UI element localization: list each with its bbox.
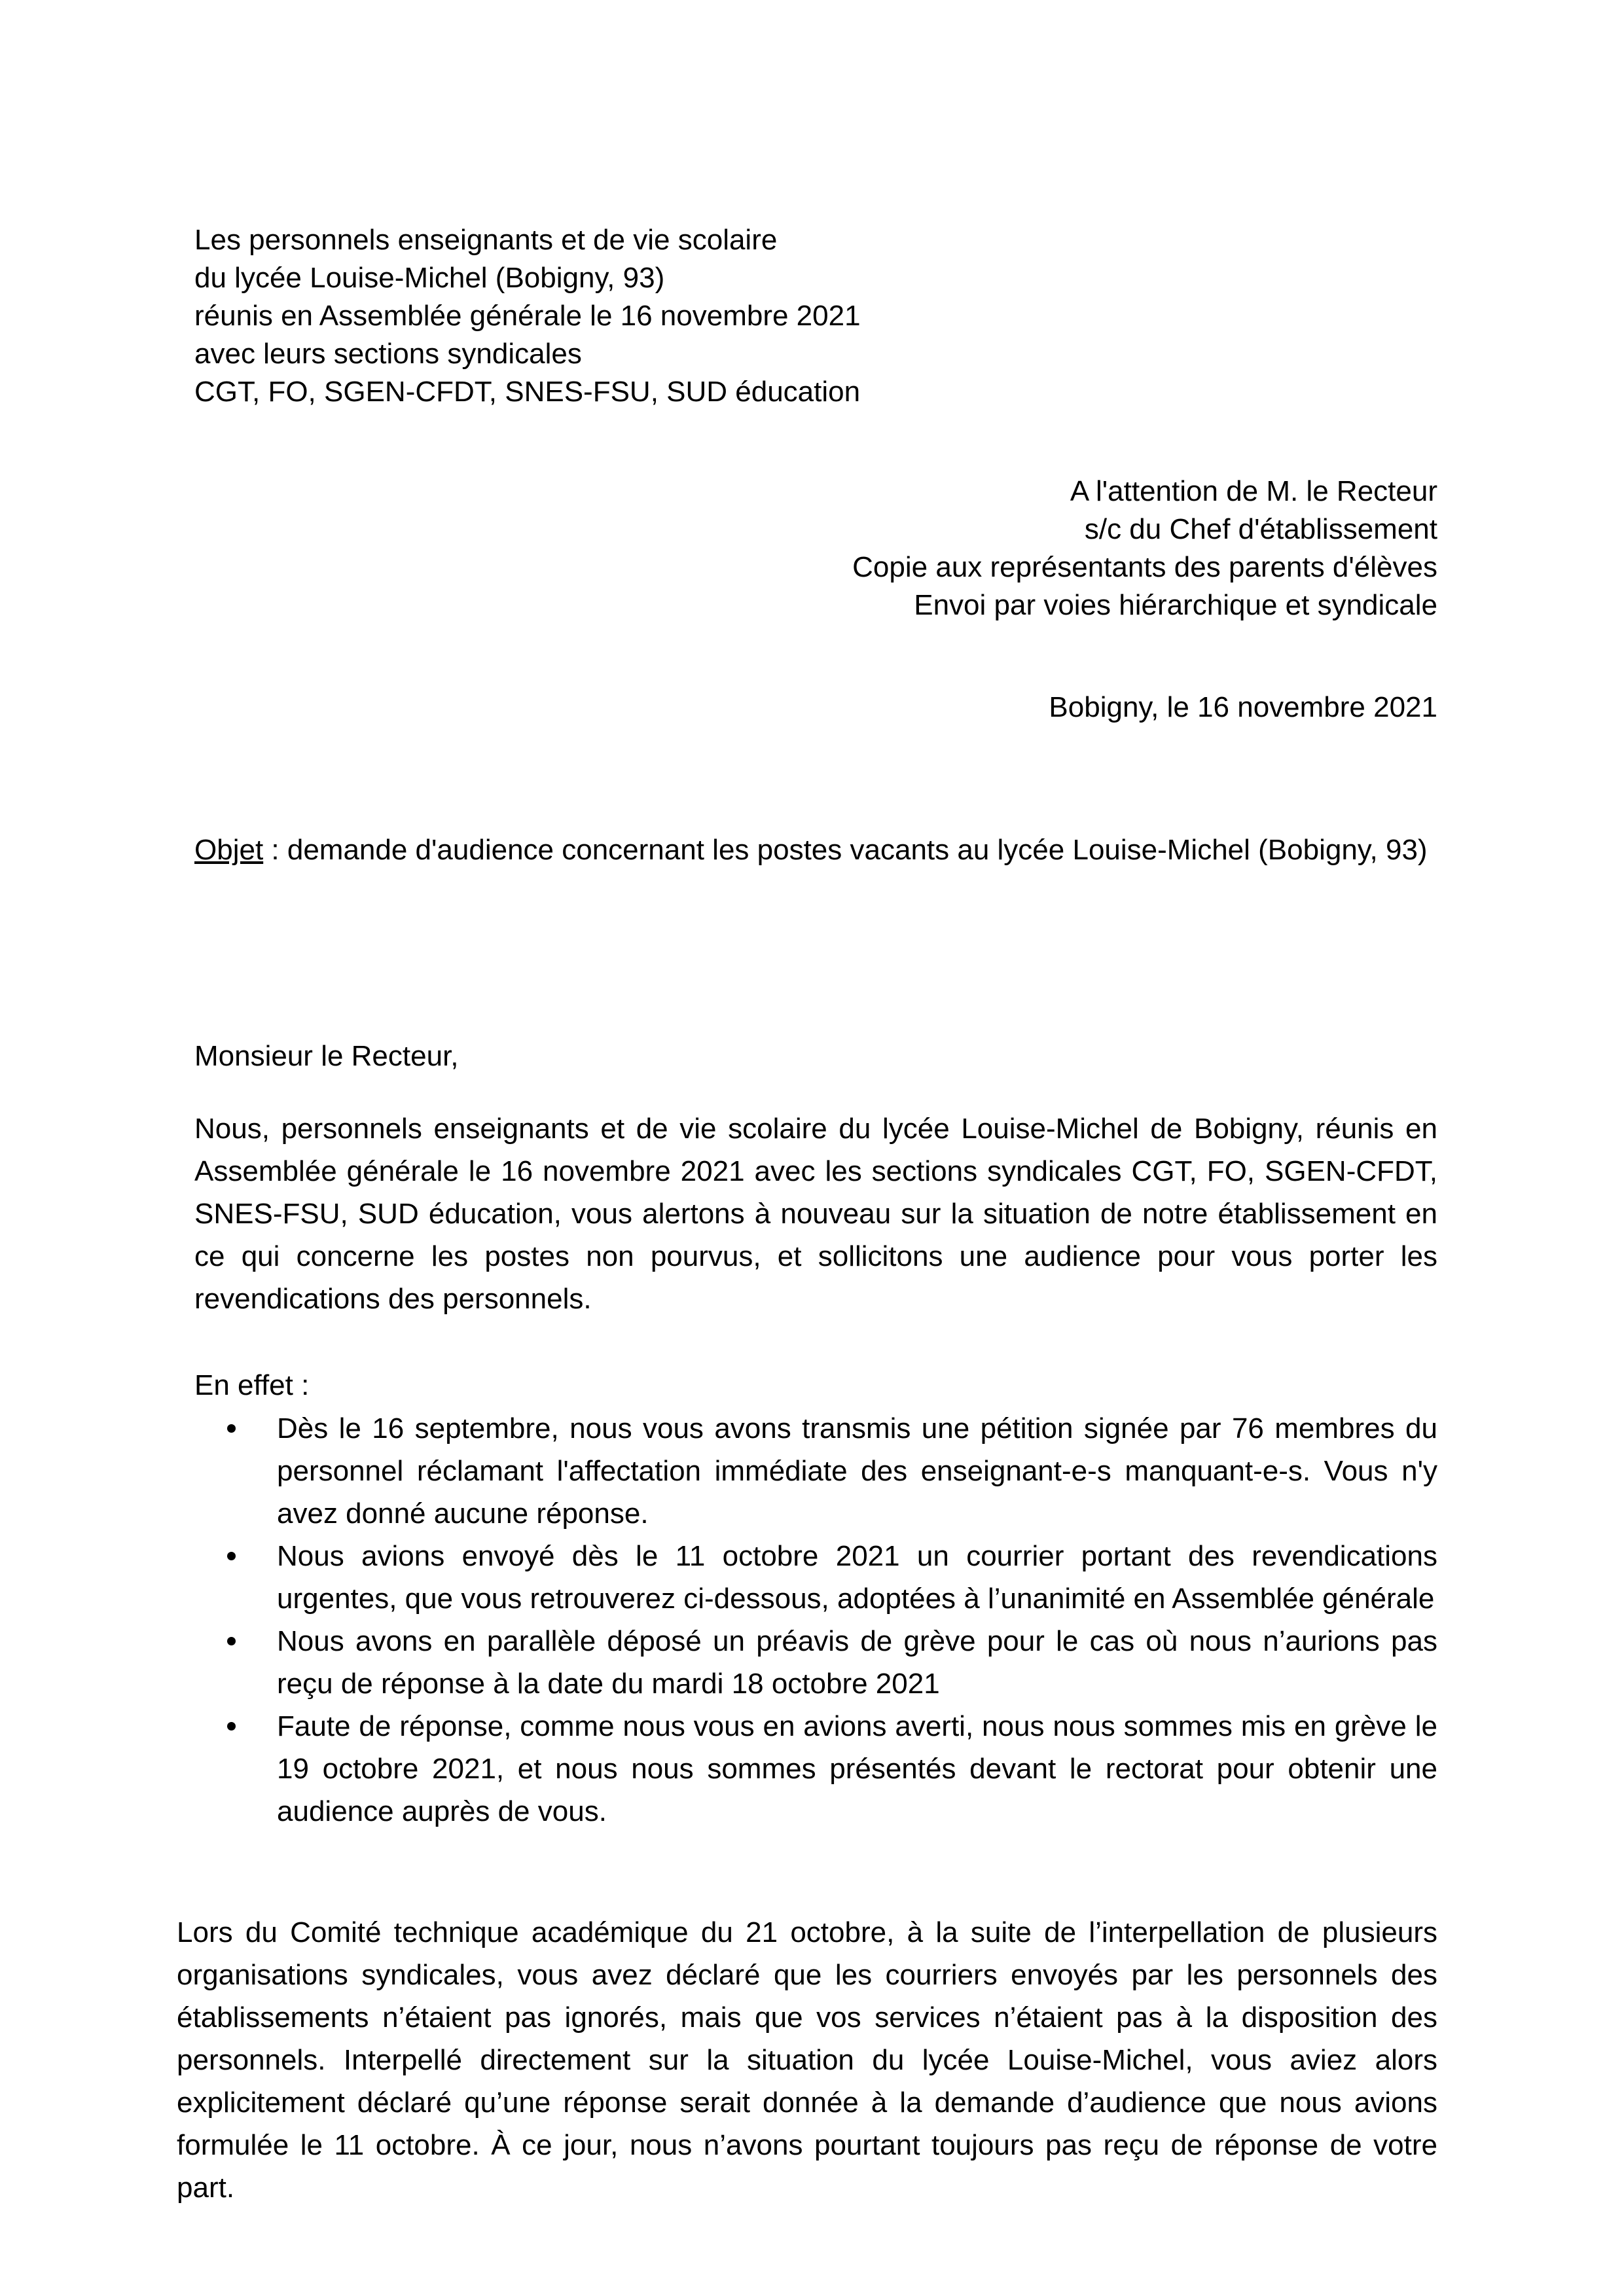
bullet-icon [227,1424,236,1433]
bullet-list [194,1407,1437,1833]
body-paragraph-intro: Nous, personnels enseignants et de vie scolaire du lycée Louise-Michel de Bobigny, réunis en Assemblée générale le 16 novembre 2021 avec les sections syndicales CGT, FO, SGEN-CFDT, SNES-FSU, SUD éducation, vous alertons à nouveau sur la situation de notre établissement en ce qui concerne les postes non pourvus, et sollicitons une audience pour vous porter les revendications des personnels. [194,1113,1437,1315]
bullet-icon [227,1637,236,1645]
salutation: Monsieur le Recteur, [194,1040,459,1072]
sender-line: réunis en Assemblée générale le 16 novembre 2021 [194,300,861,332]
bullet-icon [227,1722,236,1731]
list-item-text: Dès le 16 septembre, nous vous avons transmis une pétition signée par 76 membres du personnel réclamant l'affectation immédiate des enseignant-e-s manquant-e-s. Vous n'y avez donné aucune réponse. [277,1412,1437,1530]
subject-text: : demande d'audience concernant les postes vacants au lycée Louise-Michel (Bobigny, 93) [263,834,1428,866]
list-item [194,1535,1437,1620]
sender-line: du lycée Louise-Michel (Bobigny, 93) [194,262,665,294]
sender-line: Les personnels enseignants et de vie scolaire [194,224,778,256]
subject-line [194,831,1428,869]
sender-line: CGT, FO, SGEN-CFDT, SNES-FSU, SUD éducation [194,376,861,408]
subject-label: Objet [194,834,264,866]
recipient-line: Envoi par voies hiérarchique et syndicale [914,589,1437,621]
letter-date: Bobigny, le 16 novembre 2021 [1049,691,1437,723]
body-paragraph-comite: Lors du Comité technique académique du 21 octobre, à la suite de l’interpellation de plusieurs organisations syndicales, vous avez déclaré que les courriers envoyés par les personnels des établissements n’étaient pas ignorés, mais que vos services n’étaient pas à la disposition des personnels. Interpellé directement sur la situation du lycée Louise-Michel, vous aviez alors explicitement déclaré qu’une réponse serait donnée à la demande d’audience que nous avions formulée le 11 octobre. À ce jour, nous n’avons pourtant toujours pas reçu de réponse de votre part. [177,1916,1437,2204]
bullet-icon [227,1552,236,1560]
recipient-line: s/c du Chef d'établissement [1084,513,1437,545]
recipient-block [852,473,1437,624]
list-intro: En effet : [194,1369,310,1401]
list-item-text: Faute de réponse, comme nous vous en avions averti, nous nous sommes mis en grève le 19 octobre 2021, et nous nous sommes présentés devant le rectorat pour obtenir une audience auprès de vous. [277,1710,1437,1827]
list-item [194,1407,1437,1535]
list-item-text: Nous avons en parallèle déposé un préavis de grève pour le cas où nous n’aurions pas reçu de réponse à la date du mardi 18 octobre 2021 [277,1625,1437,1700]
recipient-line: A l'attention de M. le Recteur [1070,475,1437,507]
list-item-text: Nous avions envoyé dès le 11 octobre 2021 un courrier portant des revendications urgentes, que vous retrouverez ci-dessous, adoptées à l’unanimité en Assemblée générale [277,1540,1437,1615]
list-item [194,1705,1437,1833]
sender-block [194,221,861,411]
recipient-line: Copie aux représentants des parents d'élèves [852,551,1437,583]
sender-line: avec leurs sections syndicales [194,338,582,370]
list-item [194,1620,1437,1705]
